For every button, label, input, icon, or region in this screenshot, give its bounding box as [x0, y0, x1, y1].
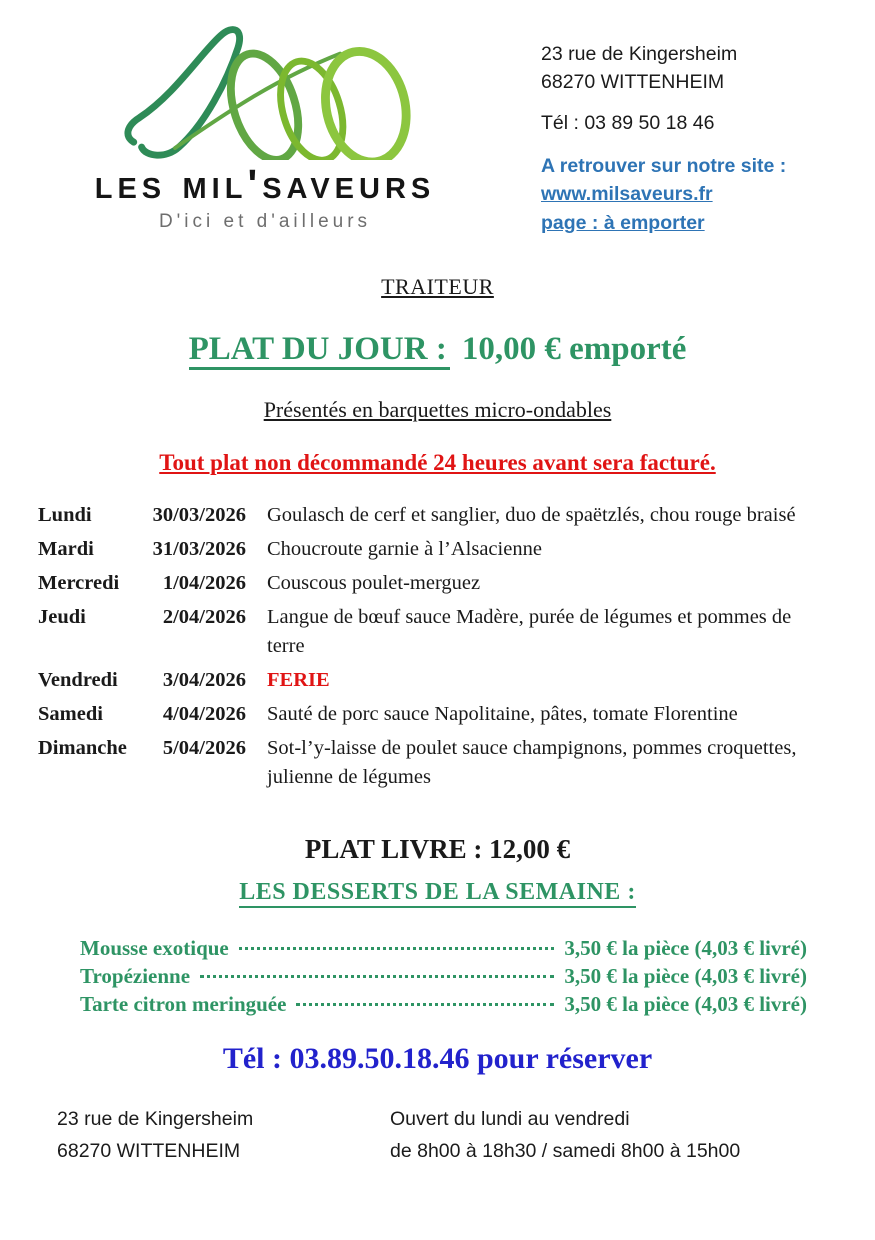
- plat-du-jour-label: PLAT DU JOUR :: [189, 331, 450, 370]
- menu-date: 5/04/2026: [162, 737, 246, 759]
- website-link[interactable]: www.milsaveurs.fr: [541, 183, 713, 205]
- phone-number: Tél : 03 89 50 18 46: [541, 112, 715, 134]
- menu-dish: FERIE: [267, 669, 330, 691]
- menu-day: Mercredi: [38, 572, 120, 594]
- dessert-name: Tropézienne: [80, 964, 191, 988]
- plat-du-jour-title: [0, 331, 875, 368]
- menu-dish: Sot-l’y-laisse de poulet sauce champignons, pommes croquettes, julienne de légumes: [267, 737, 797, 788]
- subtitle-text: Présentés en barquettes micro-ondables: [263, 397, 612, 422]
- menu-date: 4/04/2026: [162, 703, 246, 725]
- weekly-menu: [38, 501, 810, 797]
- dot-leader: [296, 1003, 554, 1006]
- menu-dish: Langue de bœuf sauce Madère, purée de légumes et pommes de terre: [267, 606, 792, 657]
- dessert-row: [80, 990, 807, 1018]
- menu-row: [38, 569, 810, 598]
- takeaway-page-link[interactable]: page : à emporter: [541, 212, 705, 234]
- plat-livre-text: PLAT LIVRE : 12,00 €: [304, 834, 571, 864]
- menu-row: [38, 700, 810, 729]
- menu-dish: Sauté de porc sauce Napolitaine, pâtes, tomate Florentine: [267, 703, 738, 725]
- menu-row: [38, 501, 810, 530]
- reservation-line: Tél : 03.89.50.18.46 pour réserver: [222, 1042, 653, 1075]
- menu-date: 31/03/2026: [152, 538, 246, 560]
- dessert-name: Tarte citron meringuée: [80, 992, 287, 1016]
- cancellation-notice-text: Tout plat non décommandé 24 heures avant sera facturé.: [159, 450, 716, 475]
- menu-date: 3/04/2026: [162, 669, 246, 691]
- footer-hours: [390, 1103, 740, 1167]
- brand-block: [40, 22, 490, 233]
- menu-date: 2/04/2026: [162, 606, 246, 628]
- plat-livre-title: [0, 834, 875, 865]
- logo-swirl-icon: [118, 22, 413, 160]
- address-line-1: 23 rue de Kingersheim: [541, 43, 738, 65]
- menu-day: Vendredi: [38, 669, 118, 691]
- menu-dish: Couscous poulet-merguez: [267, 572, 481, 594]
- dot-leader: [239, 947, 555, 950]
- menu-day: Samedi: [38, 703, 103, 725]
- dessert-price: 3,50 € la pièce (4,03 € livré): [564, 992, 807, 1016]
- desserts-list: [80, 934, 807, 1018]
- menu-row: [38, 666, 810, 695]
- menu-day: Dimanche: [38, 737, 127, 759]
- menu-date: 30/03/2026: [152, 504, 246, 526]
- menu-date: 1/04/2026: [162, 572, 246, 594]
- footer-hours-line-1: Ouvert du lundi au vendredi: [390, 1108, 630, 1130]
- dessert-price: 3,50 € la pièce (4,03 € livré): [564, 964, 807, 988]
- section-traiteur: [0, 274, 875, 300]
- brand-wordmark: les mil'saveurs: [94, 161, 436, 207]
- dessert-row: [80, 934, 807, 962]
- footer-address: [57, 1103, 253, 1167]
- dessert-name: Mousse exotique: [80, 936, 229, 960]
- menu-row: [38, 734, 810, 792]
- dot-leader: [200, 975, 554, 978]
- cancellation-notice: [0, 450, 875, 476]
- menu-dish: Choucroute garnie à l’Alsacienne: [267, 538, 542, 560]
- menu-day: Jeudi: [38, 606, 86, 628]
- menu-row: [38, 603, 810, 661]
- site-intro: A retrouver sur notre site :: [541, 155, 787, 177]
- contact-block: [541, 40, 861, 238]
- plat-du-jour-price: 10,00 € emporté: [461, 331, 687, 367]
- menu-dish: Goulasch de cerf et sanglier, duo de spaëtzlés, chou rouge braisé: [267, 504, 796, 526]
- desserts-title: [0, 879, 875, 906]
- address-line-2: 68270 WITTENHEIM: [541, 71, 725, 93]
- desserts-title-text: LES DESSERTS DE LA SEMAINE :: [239, 879, 636, 908]
- menu-day: Mardi: [38, 538, 94, 560]
- dessert-row: [80, 962, 807, 990]
- website-block: [541, 152, 861, 238]
- menu-row: [38, 535, 810, 564]
- footer-address-line-1: 23 rue de Kingersheim: [57, 1108, 254, 1130]
- brand-tagline: D'ici et d'ailleurs: [158, 211, 372, 232]
- footer-hours-line-2: de 8h00 à 18h30 / samedi 8h00 à 15h00: [390, 1140, 741, 1162]
- menu-day: Lundi: [38, 504, 92, 526]
- traiteur-label: TRAITEUR: [381, 274, 494, 299]
- footer-address-line-2: 68270 WITTENHEIM: [57, 1140, 241, 1162]
- dessert-price: 3,50 € la pièce (4,03 € livré): [564, 936, 807, 960]
- subtitle-line: [0, 397, 875, 423]
